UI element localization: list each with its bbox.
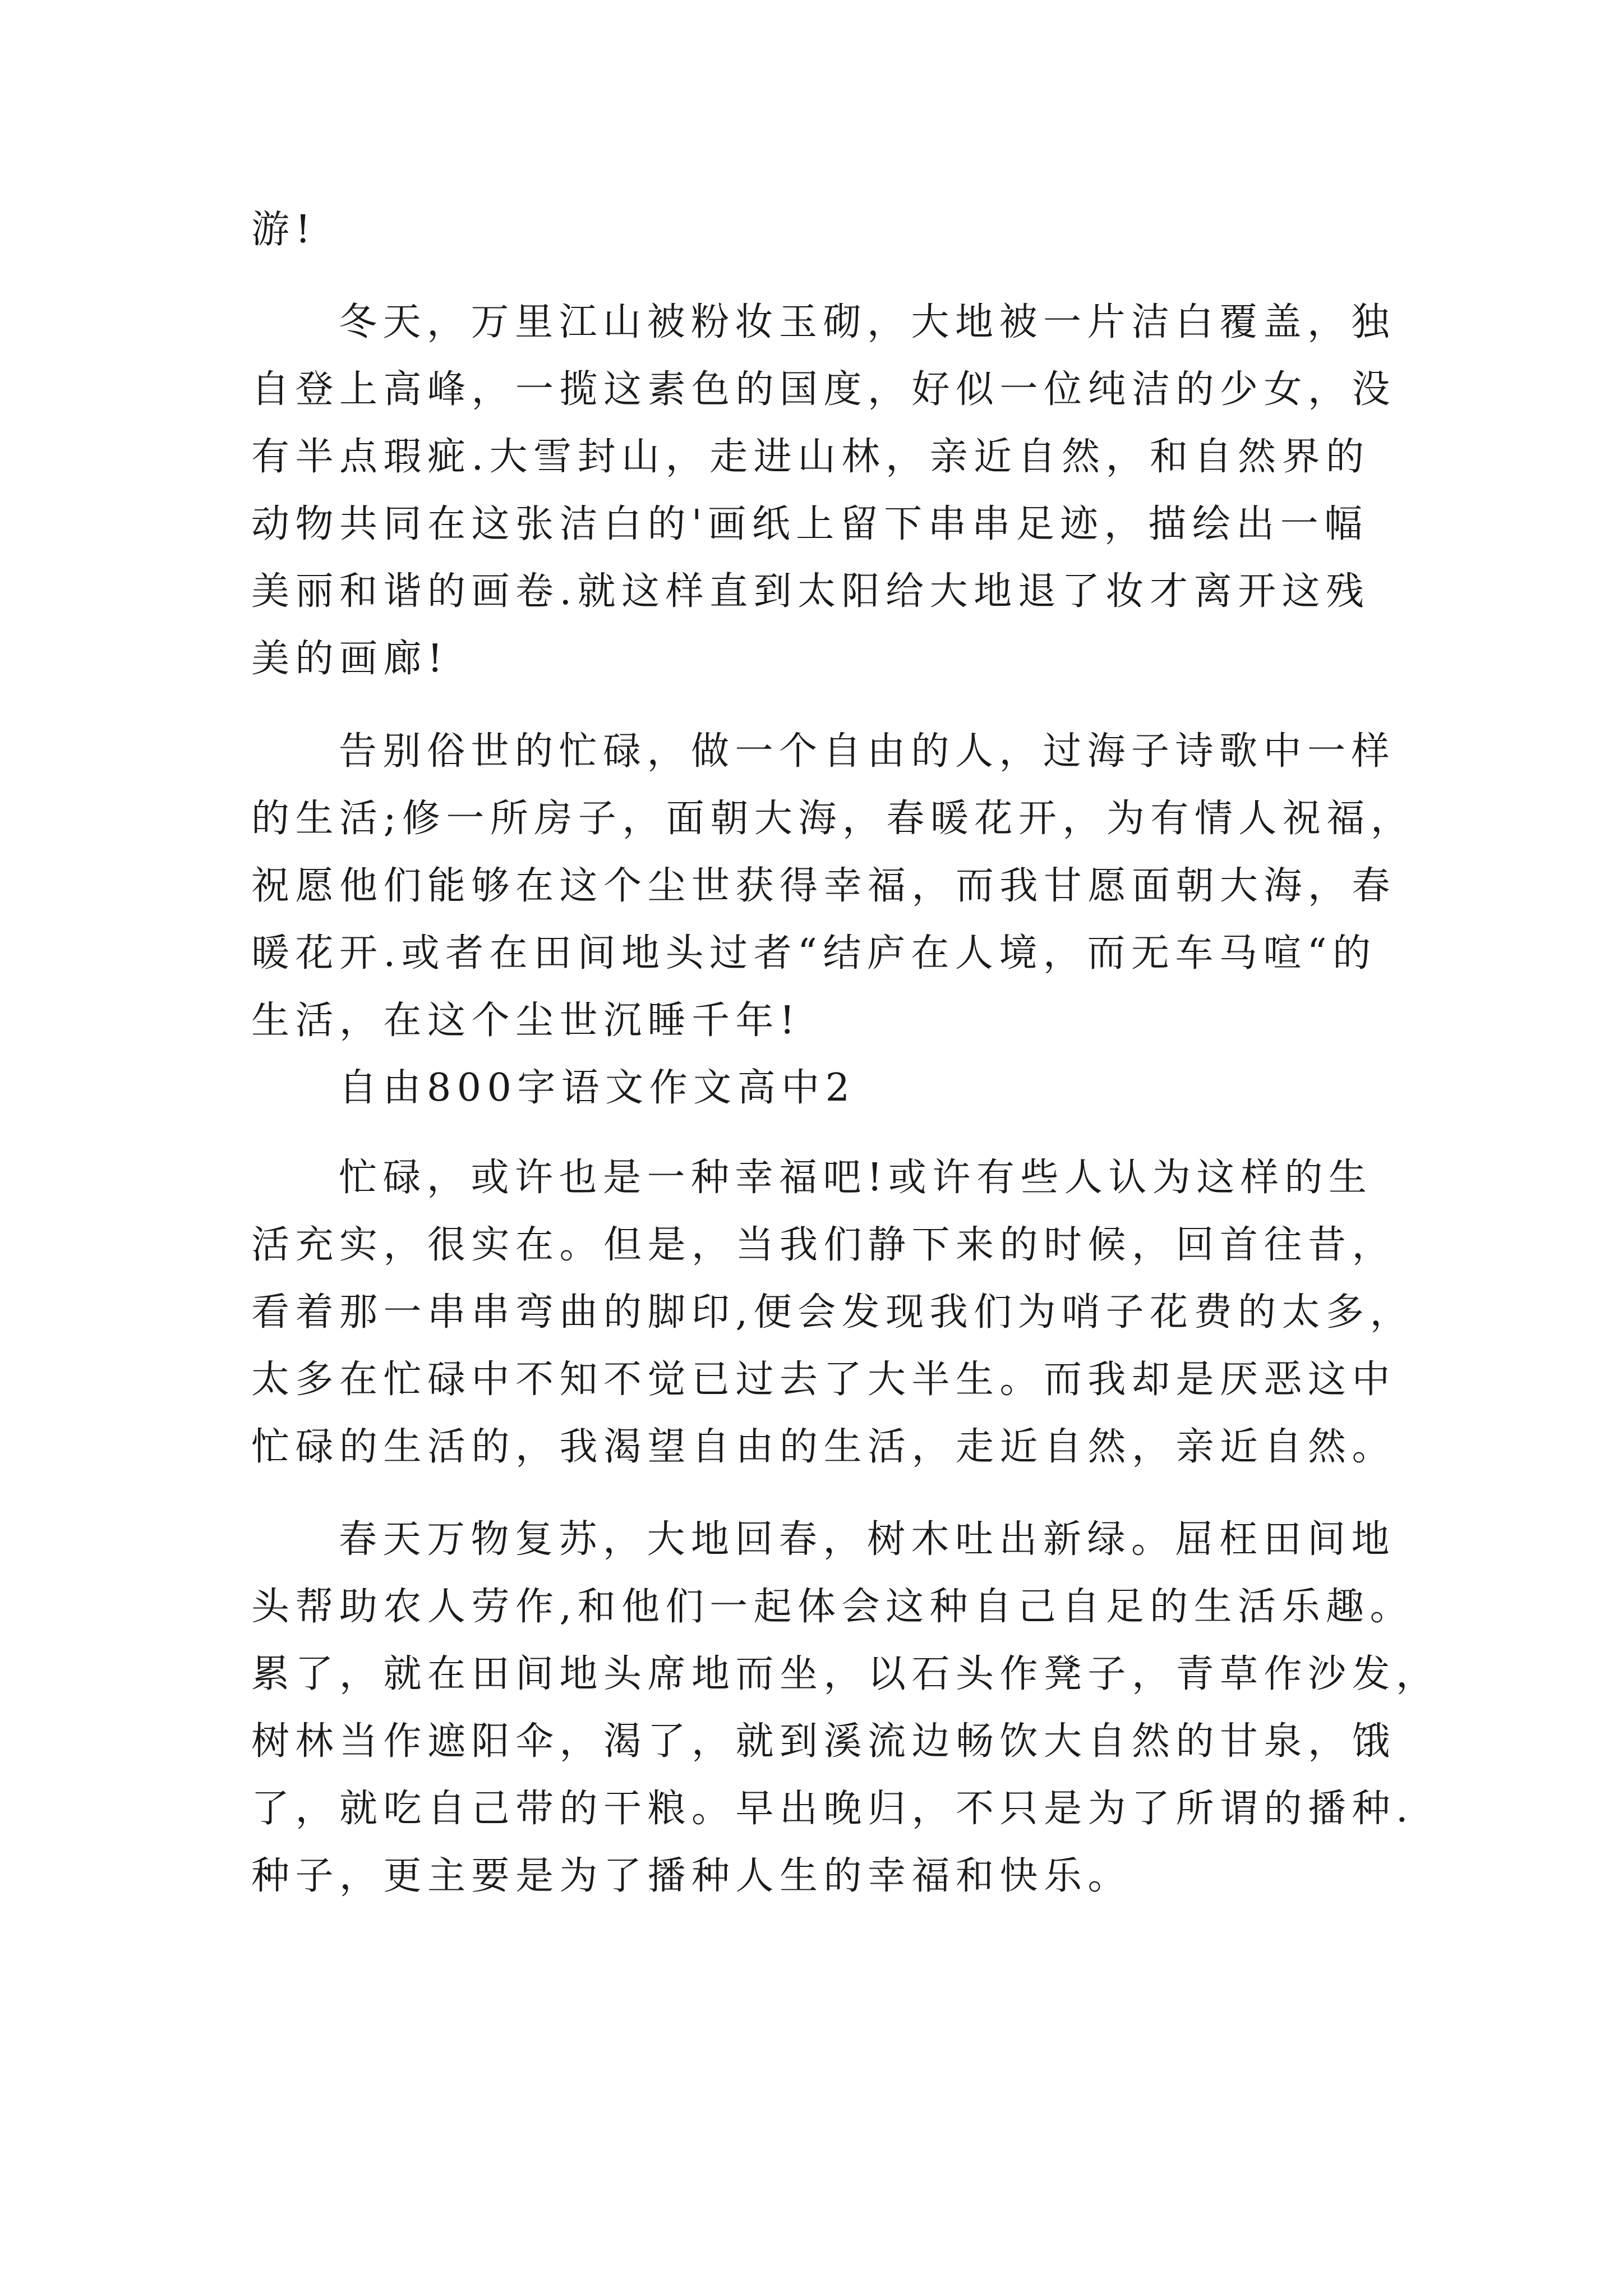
text-line: 游! — [251, 208, 317, 252]
paragraph-first-line: 冬天，万里江山被粉妆玉砌，大地被一片洁白覆盖，独 — [339, 300, 1396, 344]
text-line: 的生活;修一所房子，面朝大海，春暖花开，为有情人祝福， — [251, 797, 1415, 841]
text-line: 累了，就在田间地头席地而坐，以石头作凳子，青草作沙发， — [251, 1652, 1440, 1696]
text-line: 了，就吃自己带的干粮。早出晚归，不只是为了所谓的播种. — [251, 1787, 1414, 1831]
text-line: 头帮助农人劳作,和他们一起体会这种自己自足的生活乐趣。 — [251, 1585, 1414, 1629]
text-line: 动物共同在这张洁白的'画纸上留下串串足迹，描绘出一幅 — [251, 502, 1368, 546]
text-line: 美的画廊! — [251, 637, 449, 681]
section-heading: 自由800字语文作文高中2 — [339, 1066, 856, 1110]
paragraph-first-line: 春天万物复苏，大地回春，树木吐出新绿。屈枉田间地 — [339, 1517, 1396, 1562]
text-line: 生活，在这个尘世沉睡千年! — [251, 999, 801, 1043]
text-line: 祝愿他们能够在这个尘世获得幸福，而我甘愿面朝大海，春 — [251, 864, 1396, 908]
text-line: 看着那一串串弯曲的脚印,便会发现我们为哨子花费的太多， — [251, 1290, 1414, 1335]
text-line: 种子，更主要是为了播种人生的幸福和快乐。 — [251, 1854, 1132, 1898]
text-line: 树林当作遮阳伞，渴了，就到溪流边畅饮大自然的甘泉，饿 — [251, 1719, 1396, 1764]
text-line: 太多在忙碌中不知不觉已过去了大半生。而我却是厌恶这中 — [251, 1358, 1396, 1402]
paragraph-first-line: 告别俗世的忙碌，做一个自由的人，过海子诗歌中一样 — [339, 729, 1396, 774]
text-line: 有半点瑕疵.大雪封山，走进山林，亲近自然，和自然界的 — [251, 435, 1370, 479]
text-line: 自登上高峰，一揽这素色的国度，好似一位纯洁的少女，没 — [251, 367, 1396, 412]
text-line: 活充实，很实在。但是，当我们静下来的时候，回首往昔， — [251, 1223, 1396, 1267]
text-line: 暖花开.或者在田间地头过者“结庐在人境，而无车马喧“的 — [251, 931, 1377, 976]
text-line: 忙碌的生活的，我渴望自由的生活，走近自然，亲近自然。 — [251, 1425, 1396, 1469]
paragraph-first-line: 忙碌，或许也是一种幸福吧!或许有些人认为这样的生 — [339, 1156, 1373, 1200]
text-line: 美丽和谐的画卷.就这样直到太阳给大地退了妆才离开这残 — [251, 569, 1370, 614]
